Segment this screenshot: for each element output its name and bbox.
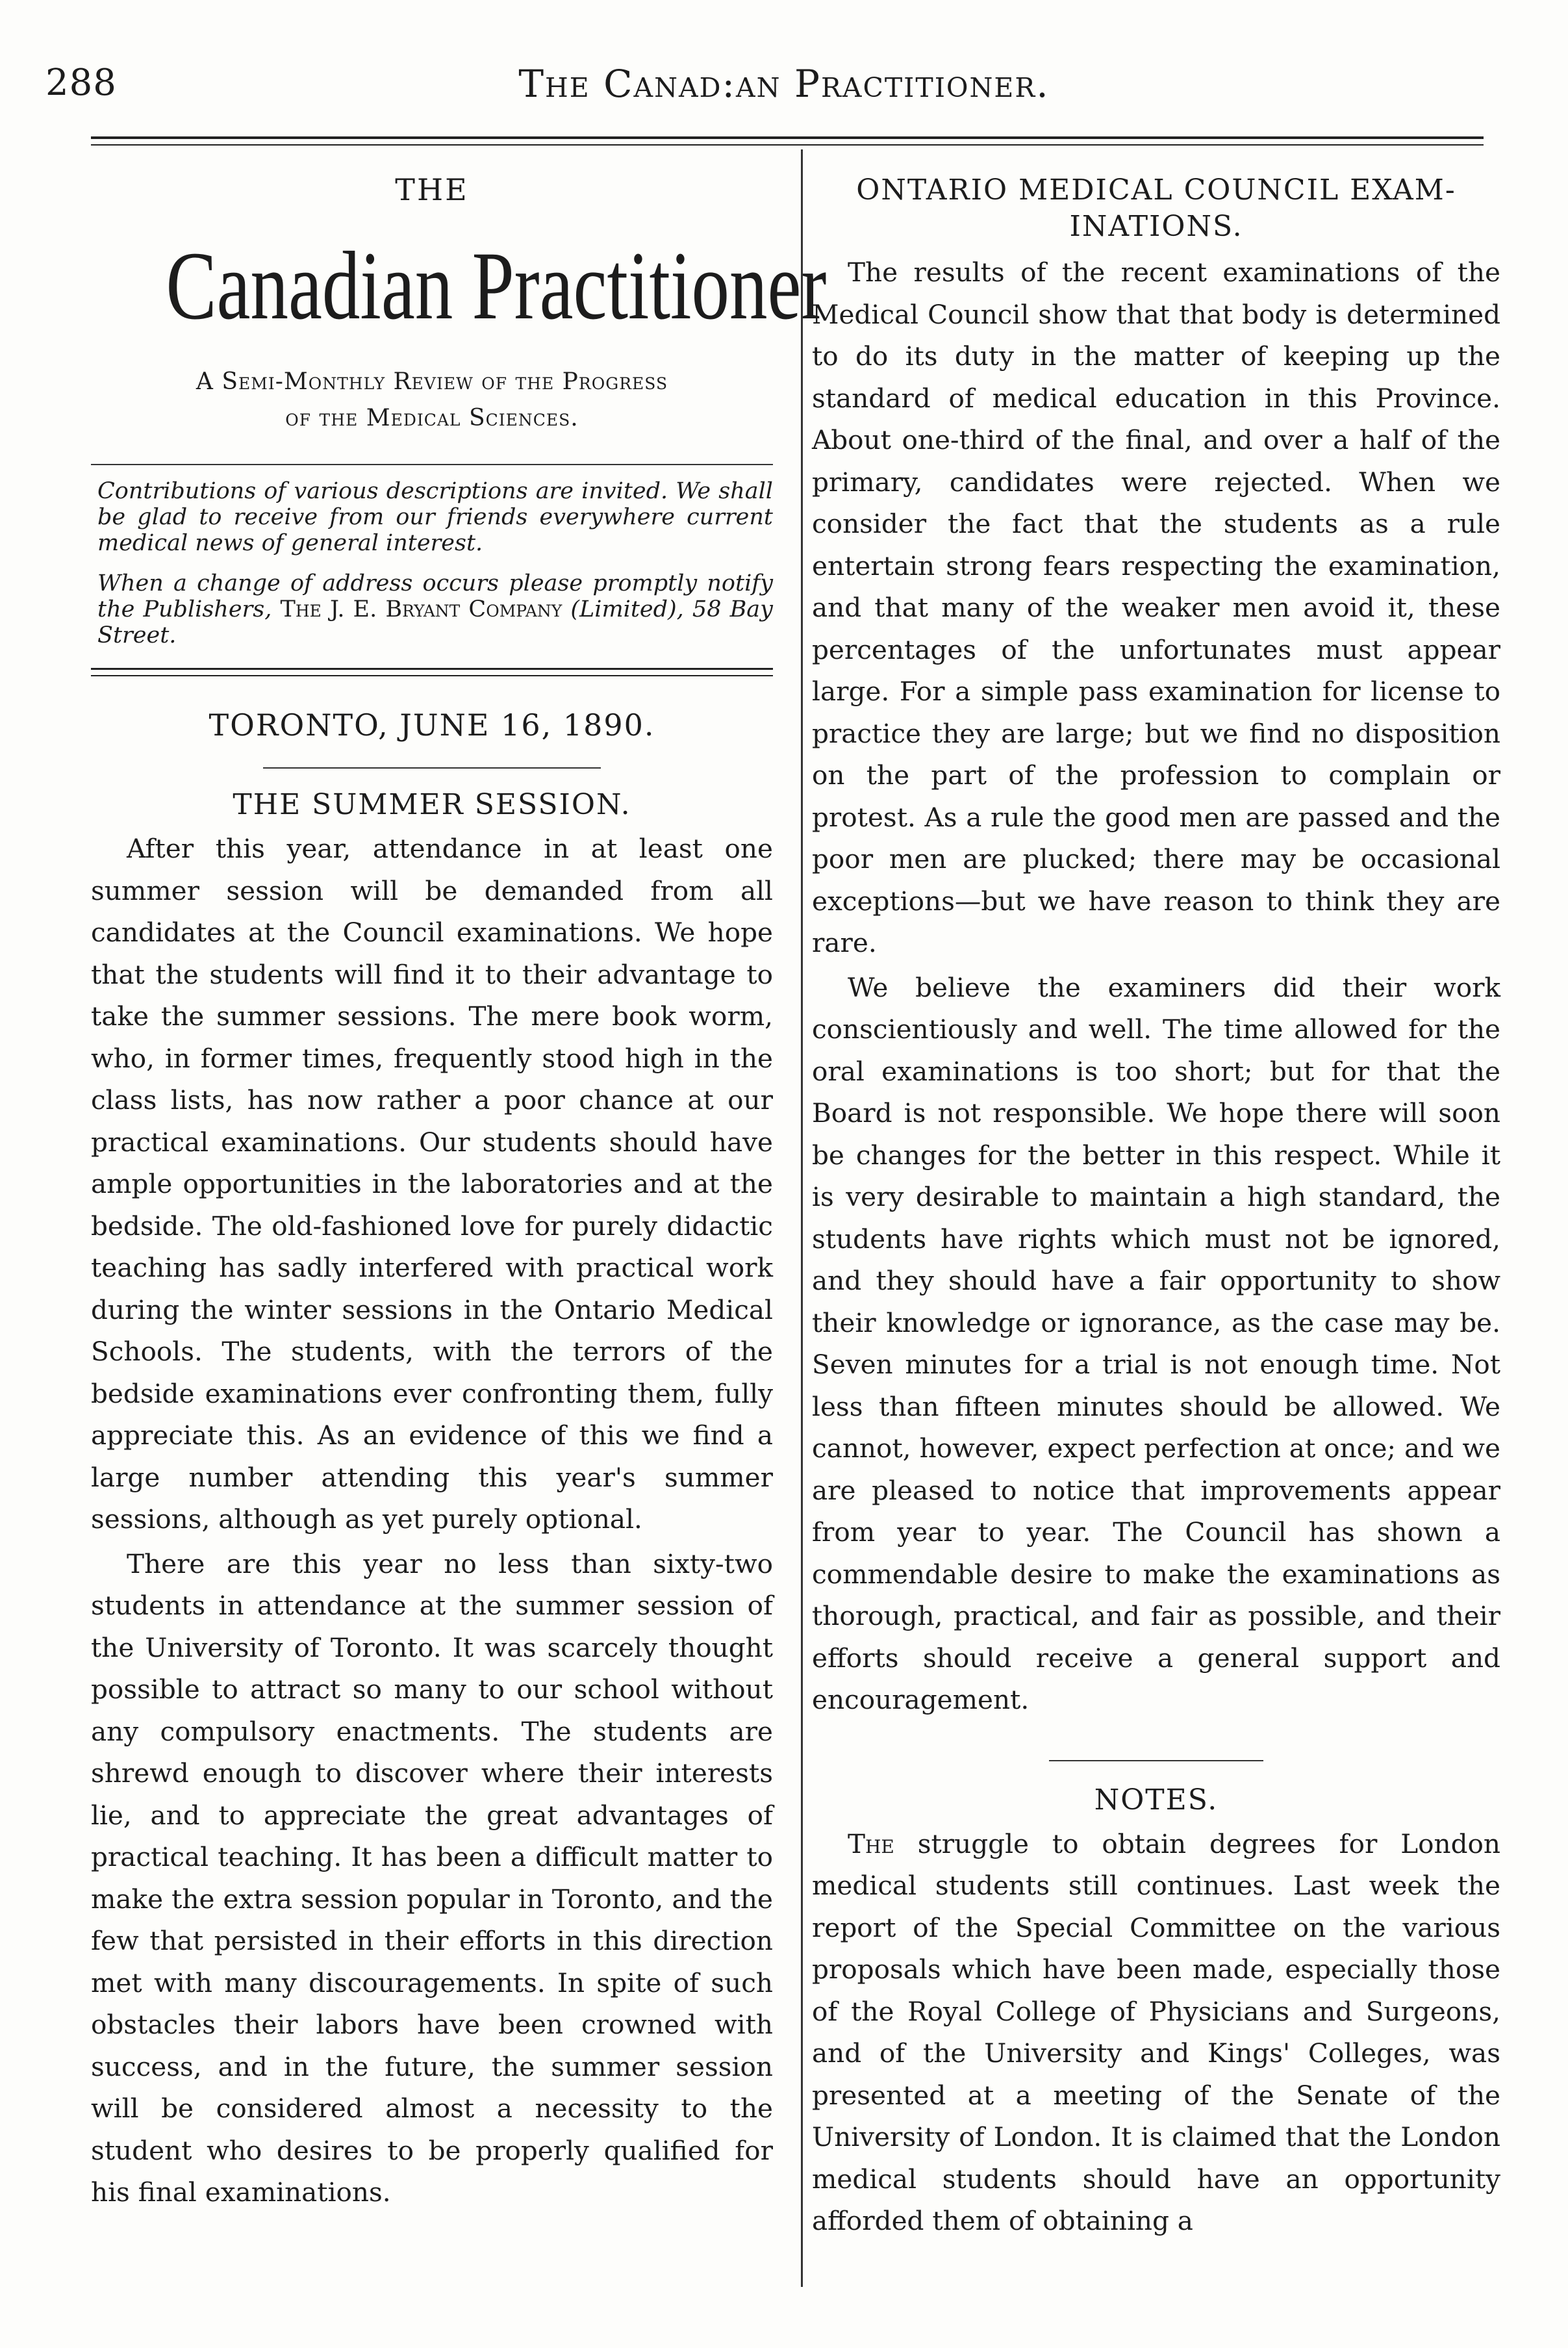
masthead-rule — [91, 464, 773, 465]
header-rule-thin — [91, 144, 1484, 146]
notes-text: struggle to obtain degrees for London medical students still continues. Last week the report of the Special Committee on the various proposals which have been made, especially those of the Royal College of Physicians and Surgeons, and of the University and Kings' Colleges, was presented at a meeting of the Senate of the University of London. It is claimed that the London medical students should have an opportunity afforded them of obtaining a — [812, 1828, 1501, 2236]
notes-paragraph — [812, 1823, 1500, 2242]
dateline-underline — [263, 767, 601, 769]
running-header — [45, 62, 1523, 114]
page-number: 288 — [45, 62, 117, 104]
address-notice-tail: (Limited), 58 Bay Street. — [97, 596, 773, 648]
masthead-subtitle-line1: A Semi-Monthly Review of the Progress — [196, 368, 668, 395]
masthead-the: THE — [395, 172, 469, 207]
summer-session-paragraph-2: There are this year no less than sixty-two students in attendance at the summer session of the University of Toronto. It was scarcely thought possible to attract so many to our school without any compulsory enactments. The students are shrewd enough to discover where their interests lie, and to appreciate the great advantages of practical teaching. It has been a difficult matter to make the extra session popular in Toronto, and the few that persisted in their efforts in this direction met with many discouragements. In spite of such obstacles their labors have been crowned with success, and in the future, the summer session will be considered almost a necessity to the student who desires to be properly qualified for his final examinations. — [91, 1548, 773, 2208]
dateline: TORONTO, JUNE 16, 1890. — [209, 708, 655, 743]
right-column — [812, 172, 1500, 2242]
notes-heading: NOTES. — [1094, 1783, 1219, 1817]
running-title: The Canad:an Practitioner. — [518, 62, 1050, 106]
column-divider — [801, 149, 803, 2287]
publisher-name: The J. E. Bryant Company — [280, 596, 563, 622]
notes-rule — [1049, 1760, 1263, 1761]
header-rule — [91, 136, 1484, 139]
contributions-notice: Contributions of various descriptions are invited. We shall be glad to receive from our friends everywhere current medical news of general interest. — [97, 478, 773, 556]
council-exams-paragraph-2: We believe the examiners did their work conscientiously and well. The time allowed for the oral examinations is too short; but for that the Board is not responsible. We hope there will soon be changes for the better in this respect. While it is very desirable to maintain a high standard, the students have rights which must not be ignored, and they should have a fair opportunity to show their knowledge or ignorance, as the case may be. Seven minutes for a trial is not enough time. Not less than fifteen minutes should be allowed. We cannot, however, expect perfection at once; and we are pleased to notice that improvements appear from year to year. The Council has shown a commendable desire to make the examinations as thorough, practical, and fair as possible, and their efforts should receive a general support and encouragement. — [812, 971, 1500, 1715]
masthead-title: Canadian Practitioner — [166, 232, 827, 340]
council-exams-heading — [812, 172, 1500, 245]
council-exams-paragraph-1: The results of the recent examinations of the Medical Council show that that body is determined to do its duty in the matter of keeping up the standard of medical education in this Province. About one-third of the final, and over a half of the primary, candidates were rejected. When we consider the fact that the students as a rule entertain strong fears respecting the examination, and that many of the weaker men avoid it, these percentages of the unfortunates must appear large. For a simple pass examination for license to practice they are large; but we find no disposition on the part of the profession to complain or protest. As a rule the good men are passed and the poor men are plucked; there may be occasional exceptions—but we have reason to think they are rare. — [812, 257, 1500, 958]
council-exams-heading-line1: ONTARIO MEDICAL COUNCIL EXAM- — [856, 173, 1456, 207]
summer-session-paragraph-1: After this year, attendance in at least one summer session will be demanded from all candidates at the Council examinations. We hope that the students will find it to their advantage to take the summer sessions. The mere book worm, who, in former times, frequently stood high in the class lists, has now rather a poor chance at our practical examinations. Our students should have ample opportunities in the laboratories and at the bedside. The old-fashioned love for purely didactic teaching has sadly interfered with practical work during the winter sessions in the Ontario Medical Schools. The students, with the terrors of the bedside examinations ever confronting them, fully appreciate this. As an evidence of this we find a large number attending this year's summer sessions, although as yet purely optional. — [91, 833, 773, 1535]
dateline-rule — [91, 668, 773, 676]
council-exams-heading-line2: INATIONS. — [1069, 210, 1243, 243]
summer-session-heading: THE SUMMER SESSION. — [233, 788, 631, 821]
address-notice-lead: When a change of address occurs please promptly notify the Publishers, — [97, 570, 773, 622]
left-column — [91, 172, 827, 2214]
notes-lead-word: The — [848, 1828, 894, 1859]
address-notice — [97, 570, 773, 648]
masthead-subtitle — [91, 364, 773, 437]
masthead-subtitle-line2: of the Medical Sciences. — [285, 405, 579, 431]
